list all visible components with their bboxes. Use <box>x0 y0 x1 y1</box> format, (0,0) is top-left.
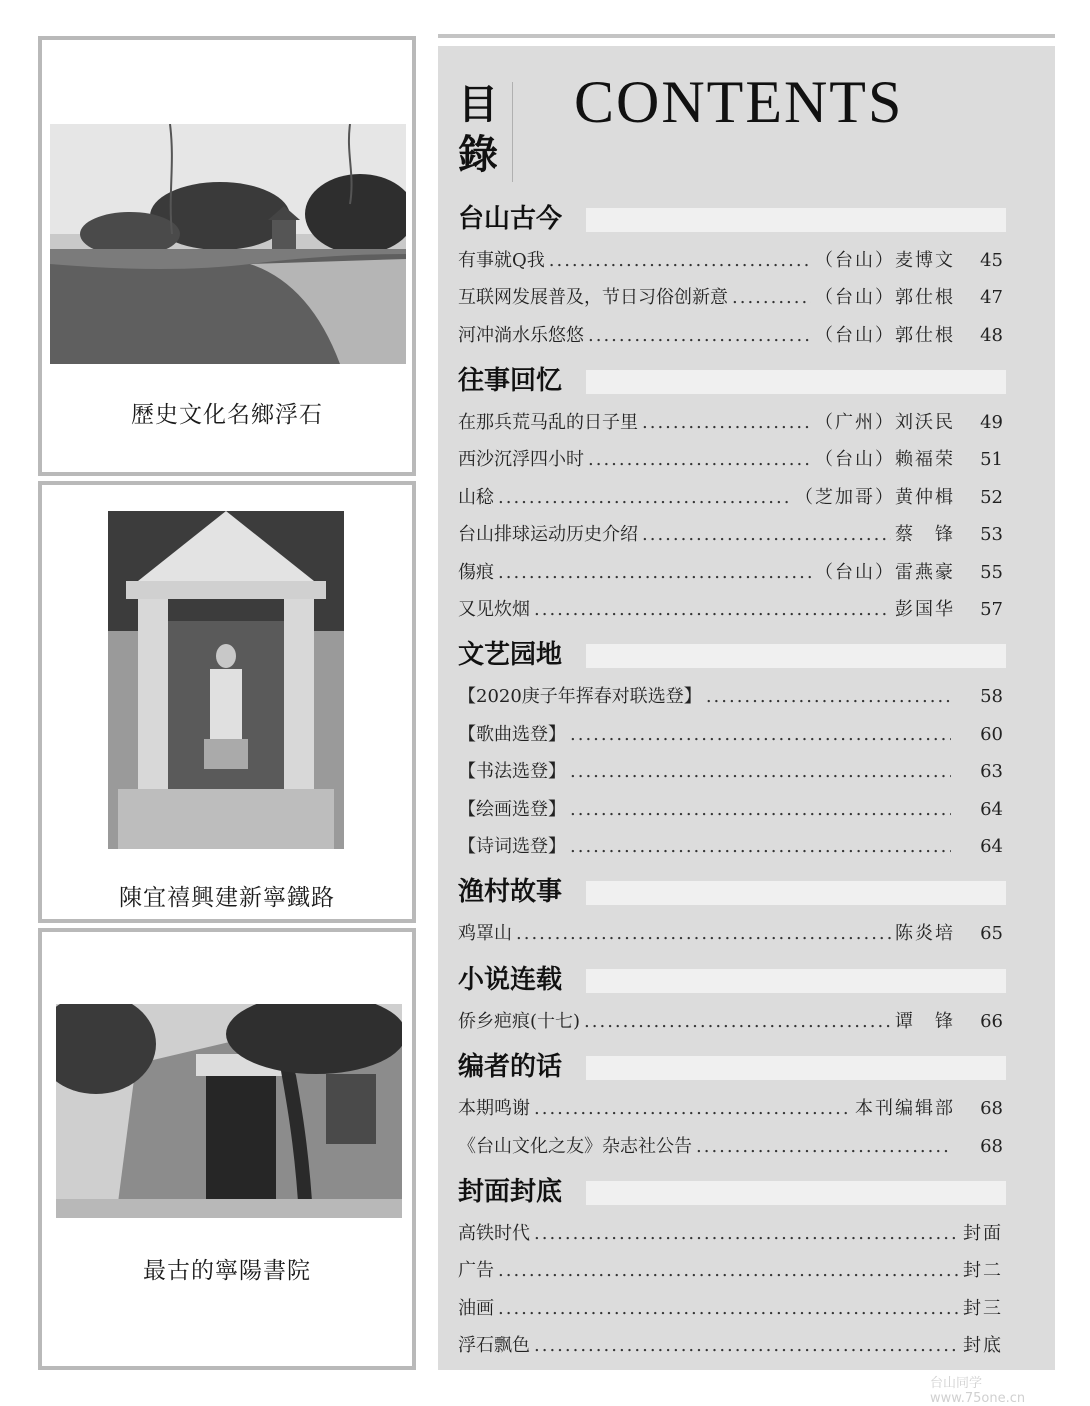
entry-page: 63 <box>980 761 1003 782</box>
section-band <box>586 370 1006 394</box>
toc-entry[interactable] <box>458 682 1003 712</box>
entry-title: 在那兵荒马乱的日子里 <box>458 412 638 433</box>
entry-page: 53 <box>980 524 1003 545</box>
entry-title: 【歌曲选登】 <box>458 724 566 745</box>
leader-dots <box>642 524 891 545</box>
section-title: 文艺园地 <box>458 638 576 672</box>
mulu-heading: 目錄 <box>458 82 498 178</box>
leader-dots <box>498 1260 959 1281</box>
toc-entry[interactable] <box>458 1294 1003 1324</box>
entry-title: 油画 <box>458 1298 494 1319</box>
caption-chen-yixi: 陳宜禧興建新寧鐵路 <box>119 885 335 911</box>
entry-title: 本期鸣谢 <box>458 1098 530 1119</box>
heading-divider <box>512 82 513 182</box>
leader-dots <box>498 1298 959 1319</box>
section-title: 台山古今 <box>458 202 576 236</box>
section-title: 往事回忆 <box>458 364 576 398</box>
leader-dots <box>696 1136 951 1157</box>
toc-entry[interactable] <box>458 1094 1003 1124</box>
entry-title: 鸡罩山 <box>458 923 512 944</box>
toc-entry[interactable] <box>458 408 1003 438</box>
entry-page: 58 <box>980 686 1003 707</box>
photo-fushi-village <box>50 124 406 364</box>
entry-author: 彭国华 <box>895 599 955 620</box>
section-band <box>586 969 1006 993</box>
entry-title: 侨乡疤痕(十七) <box>458 1011 581 1032</box>
leader-dots <box>588 449 811 470</box>
entry-author: 陈炎培 <box>895 923 955 944</box>
entry-title: 台山排球运动历史介绍 <box>458 524 638 545</box>
entry-title: 河冲淌水乐悠悠 <box>458 325 584 346</box>
leader-dots <box>534 1223 959 1244</box>
section-header-editor-note <box>458 1050 1006 1084</box>
leader-dots <box>534 1098 851 1119</box>
caption-fushi: 歷史文化名鄉浮石 <box>131 402 323 428</box>
toc-entry[interactable] <box>458 595 1003 625</box>
entry-author: 蔡 锋 <box>895 524 955 545</box>
section-band <box>586 1181 1006 1205</box>
entry-page: 60 <box>980 724 1003 745</box>
entry-author: （台山）雷燕豪 <box>815 562 955 583</box>
section-header-serial-novel <box>458 963 1006 997</box>
entry-author: 封面 <box>963 1223 1003 1244</box>
entry-title: 又见炊烟 <box>458 599 530 620</box>
leader-dots <box>570 799 951 820</box>
toc-entry[interactable] <box>458 1331 1003 1361</box>
entry-author: （台山）赖福荣 <box>815 449 955 470</box>
entry-title: 西沙沉浮四小时 <box>458 449 584 470</box>
section-header-fishing-village <box>458 875 1006 909</box>
toc-entry[interactable] <box>458 720 1003 750</box>
toc-entry[interactable] <box>458 795 1003 825</box>
section-title: 封面封底 <box>458 1175 576 1209</box>
top-rule <box>438 34 1055 38</box>
leader-dots <box>498 562 811 583</box>
entry-title: 山稔 <box>458 487 494 508</box>
entry-title: 广告 <box>458 1260 494 1281</box>
toc-entry[interactable] <box>458 558 1003 588</box>
leader-dots <box>732 287 811 308</box>
entry-author: （台山）麦博文 <box>815 250 955 271</box>
photo-ningyang-academy <box>56 1004 402 1218</box>
caption-ningyang: 最古的寧陽書院 <box>143 1258 311 1284</box>
entry-page: 51 <box>980 449 1003 470</box>
site-watermark: 台山同学 www.75one.cn <box>930 1376 1026 1406</box>
section-band <box>586 208 1006 232</box>
entry-author: 封二 <box>963 1260 1003 1281</box>
leader-dots <box>549 250 811 271</box>
entry-page: 55 <box>980 562 1003 583</box>
photo-chen-yixi-statue <box>108 511 344 849</box>
photo-card-ningyang <box>38 928 416 1370</box>
entry-title: 【2020庚子年挥春对联选登】 <box>458 686 702 707</box>
leader-dots <box>642 412 811 433</box>
entry-page: 64 <box>980 836 1003 857</box>
leader-dots <box>570 724 951 745</box>
entry-page: 66 <box>980 1011 1003 1032</box>
entry-author: 本刊编辑部 <box>855 1098 955 1119</box>
leader-dots <box>584 1011 891 1032</box>
toc-entry[interactable] <box>458 832 1003 862</box>
entry-title: 高铁时代 <box>458 1223 530 1244</box>
entry-author: 封底 <box>963 1335 1003 1356</box>
entry-title: 浮石飘色 <box>458 1335 530 1356</box>
toc-entry[interactable] <box>458 919 1003 949</box>
entry-title: 傷痕 <box>458 562 494 583</box>
section-band <box>586 881 1006 905</box>
entry-title: 互联网发展普及，节日习俗创新意 <box>458 287 728 308</box>
entry-page: 57 <box>980 599 1003 620</box>
leader-dots <box>498 487 791 508</box>
toc-entry[interactable] <box>458 757 1003 787</box>
section-title: 编者的话 <box>458 1050 576 1084</box>
toc-entry[interactable] <box>458 1219 1003 1249</box>
leader-dots <box>588 325 811 346</box>
entry-title: 有事就Q我 <box>458 250 545 271</box>
entry-author: （广州）刘沃民 <box>815 412 955 433</box>
leader-dots <box>534 1335 959 1356</box>
entry-title: 【书法选登】 <box>458 761 566 782</box>
toc-entry[interactable] <box>458 283 1003 313</box>
section-header-covers <box>458 1175 1006 1209</box>
entry-title: 【绘画选登】 <box>458 799 566 820</box>
entry-page: 45 <box>980 250 1003 271</box>
leader-dots <box>570 761 951 782</box>
leader-dots <box>706 686 951 707</box>
entry-page: 68 <box>980 1136 1003 1157</box>
entry-page: 48 <box>980 325 1003 346</box>
leader-dots <box>534 599 891 620</box>
toc-entry[interactable] <box>458 520 1003 550</box>
entry-author: 谭 锋 <box>895 1011 955 1032</box>
entry-page: 64 <box>980 799 1003 820</box>
section-header-memories <box>458 364 1006 398</box>
toc-entry[interactable] <box>458 246 1003 276</box>
leader-dots <box>516 923 891 944</box>
entry-page: 52 <box>980 487 1003 508</box>
entry-page: 65 <box>980 923 1003 944</box>
contents-panel <box>438 46 1055 1370</box>
entry-author: 封三 <box>963 1298 1003 1319</box>
toc-entry[interactable] <box>458 1132 1003 1162</box>
entry-page: 49 <box>980 412 1003 433</box>
photo-card-chen-yixi <box>38 481 416 923</box>
toc-entry[interactable] <box>458 483 1003 513</box>
photo-card-fushi <box>38 36 416 476</box>
entry-author: （台山）郭仕根 <box>815 287 955 308</box>
section-title: 小说连载 <box>458 963 576 997</box>
section-title: 渔村故事 <box>458 875 576 909</box>
entry-author: （芝加哥）黄仲楫 <box>795 487 955 508</box>
entry-title: 【诗词选登】 <box>458 836 566 857</box>
toc-entry[interactable] <box>458 1256 1003 1286</box>
leader-dots <box>570 836 951 857</box>
toc-entry[interactable] <box>458 445 1003 475</box>
contents-heading: CONTENTS <box>574 69 904 135</box>
section-band <box>586 1056 1006 1080</box>
entry-page: 68 <box>980 1098 1003 1119</box>
toc-entry[interactable] <box>458 1007 1003 1037</box>
toc-entry[interactable] <box>458 321 1003 351</box>
section-header-arts <box>458 638 1006 672</box>
section-band <box>586 644 1006 668</box>
entry-author: （台山）郭仕根 <box>815 325 955 346</box>
section-header-taishan <box>458 202 1006 236</box>
entry-title: 《台山文化之友》杂志社公告 <box>458 1136 692 1157</box>
entry-page: 47 <box>980 287 1003 308</box>
